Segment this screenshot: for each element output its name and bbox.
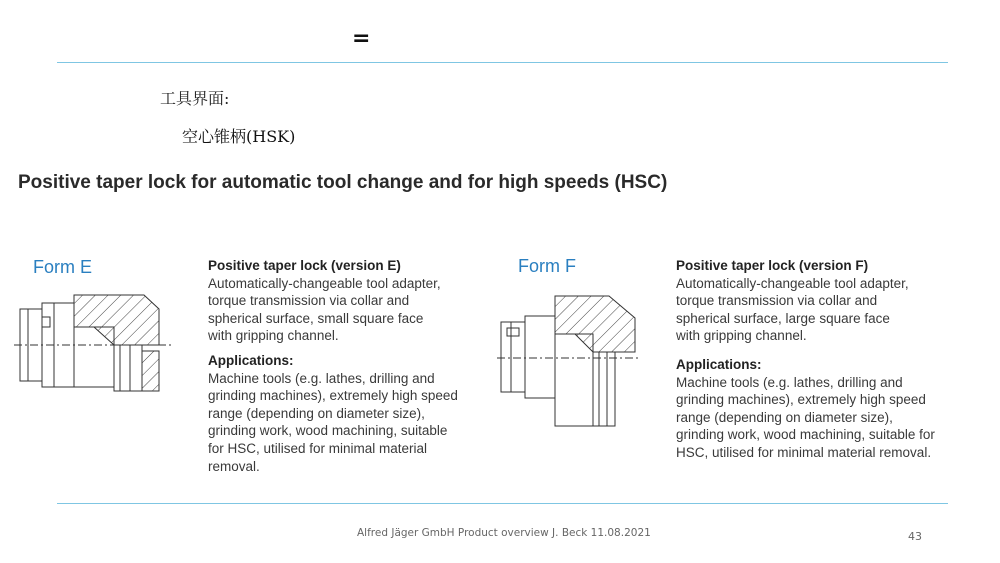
form-f-desc-line: spherical surface, large square face — [676, 310, 890, 326]
form-f-app-line: grinding machines), extremely high speed — [676, 392, 926, 408]
form-f-applications-heading: Applications: — [676, 356, 762, 372]
form-f-description — [676, 257, 966, 462]
form-e-desc-line: spherical surface, small square face — [208, 310, 424, 326]
top-divider — [57, 62, 948, 63]
form-f-title: Form F — [518, 256, 576, 276]
form-e-app-line: Machine tools (e.g. lathes, drilling and — [208, 370, 435, 386]
form-e-drawing-icon — [14, 287, 174, 399]
form-e-app-line: grinding machines), extremely high speed — [208, 388, 458, 404]
form-f-desc-line: Automatically-changeable tool adapter, — [676, 275, 909, 291]
form-e-heading: Positive taper lock (version E) — [208, 258, 401, 273]
footer-text: Alfred Jäger GmbH Product overview J. Beck 11.08.2021 — [357, 527, 651, 539]
equals-symbol: = — [352, 26, 371, 51]
form-e-title: Form E — [33, 257, 93, 277]
form-f-app-line: range (depending on diameter size), — [676, 409, 893, 425]
tool-interface-label: 工具界面: — [160, 89, 230, 108]
hsk-label: 空心锥柄(HSK) — [182, 127, 296, 146]
form-f-desc-line: with gripping channel. — [676, 328, 807, 344]
form-e-app-line: grinding work, wood machining, suitable — [208, 423, 448, 439]
form-e-description — [208, 257, 488, 475]
form-f-app-line: Machine tools (e.g. lathes, drilling and — [676, 374, 903, 390]
form-e-desc-line: torque transmission via collar and — [208, 293, 410, 309]
form-e-desc-line: with gripping channel. — [208, 328, 339, 344]
bottom-divider — [57, 503, 948, 504]
form-e-app-line: removal. — [208, 458, 260, 474]
form-f-app-line: grinding work, wood machining, suitable for — [676, 427, 935, 443]
form-e-applications-heading: Applications: — [208, 352, 294, 368]
form-e-desc-line: Automatically-changeable tool adapter, — [208, 275, 441, 291]
page-number: 43 — [908, 530, 922, 543]
form-e-app-line: range (depending on diameter size), — [208, 405, 425, 421]
form-f-app-line: HSC, utilised for minimal material removal. — [676, 444, 932, 460]
form-e-app-line: for HSC, utilised for minimal material — [208, 440, 428, 456]
form-f-heading: Positive taper lock (version F) — [676, 258, 869, 273]
form-f-desc-line: torque transmission via collar and — [676, 293, 878, 309]
form-f-drawing-icon — [497, 288, 642, 428]
page-title: Positive taper lock for automatic tool change and for high speeds (HSC) — [18, 172, 668, 193]
